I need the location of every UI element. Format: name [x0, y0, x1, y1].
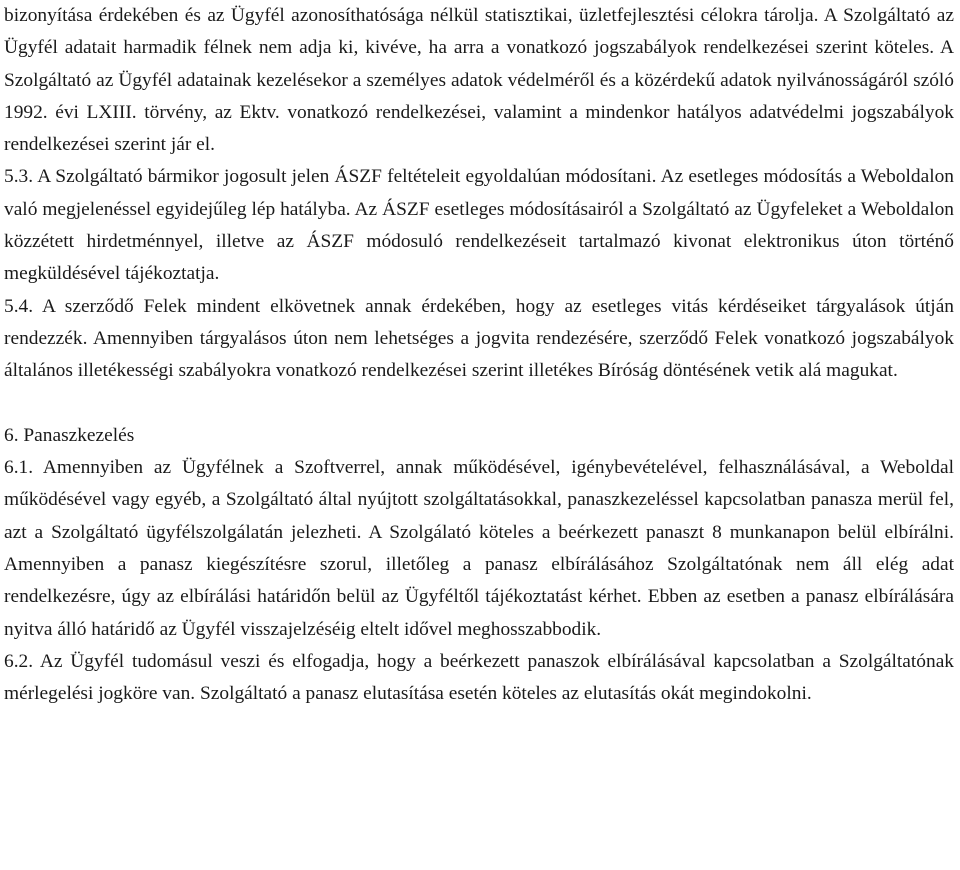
paragraph-intro: bizonyítása érdekében és az Ügyfél azonosíthatósága nélkül statisztikai, üzletfejlesztési célokra tárolja. A Szolgáltató az Ügyfél adatait harmadik félnek nem adja ki, kivéve, ha arra a vonatkozó jogszabályok rendelkezései szerint köteles. A Szolgáltató az Ügyfél adatainak kezelésekor a személyes adatok védelméről és a közérdekű adatok nyilvánosságáról szóló 1992. évi LXIII. törvény, az Ektv. vonatkozó rendelkezései, valamint a mindenkor hatályos adatvédelmi jogszabályok rendelkezései szerint jár el.: [4, 5, 954, 156]
paragraph-5-4: 5.4. A szerződő Felek mindent elkövetnek annak érdekében, hogy az esetleges vitás kérdéseiket tárgyalások útján rendezzék. Amennyiben tárgyalásos úton nem lehetséges a jogvita rendezésére, szerződő Felek vonatkozó jogszabályok általános illetékességi szabályokra vonatkozó rendelkezései szerint illetékes Bíróság döntésének vetik alá magukat.: [4, 295, 954, 382]
paragraph-6-1: 6.1. Amennyiben az Ügyfélnek a Szoftverrel, annak működésével, igénybevételével, felhasználásával, a Weboldal működésével vagy egyéb, a Szolgáltató által nyújtott szolgáltatásokkal, panaszkezeléssel kapcsolatban panasza merül fel, azt a Szolgáltató ügyfélszolgálatán jelezheti. A Szolgálató köteles a beérkezett panaszt 8 munkanapon belül elbírálni. Amennyiben a panasz kiegészítésre szorul, illetőleg a panasz elbírálásához Szolgáltatónak nem áll elég adat rendelkezésre, úgy az elbírálási határidőn belül az Ügyféltől tájékoztatást kérhet. Ebben az esetben a panasz elbírálására nyitva álló határidő az Ügyfél visszajelzéséig eltelt idővel meghosszabbodik.: [4, 457, 954, 640]
paragraph-6-2: 6.2. Az Ügyfél tudomásul veszi és elfogadja, hogy a beérkezett panaszok elbírálásával kapcsolatban a Szolgáltatónak mérlegelési jogköre van. Szolgáltató a panasz elutasítása esetén köteles az elutasítás okát megindokolni.: [4, 650, 954, 705]
document-page: [4, 0, 954, 711]
blank-line: [4, 388, 954, 420]
section-heading-6: 6. Panaszkezelés: [4, 424, 135, 446]
paragraph-5-3: 5.3. A Szolgáltató bármikor jogosult jelen ÁSZF feltételeit egyoldalúan módosítani. Az esetleges módosítás a Weboldalon való megjelenéssel egyidejűleg lép hatályba. Az ÁSZF esetleges módosításairól a Szolgáltató az Ügyfeleket a Weboldalon közzétett hirdetménnyel, illetve az ÁSZF módosuló rendelkezéseit tartalmazó kivonat elektronikus úton történő megküldésével tájékoztatja.: [4, 166, 954, 285]
